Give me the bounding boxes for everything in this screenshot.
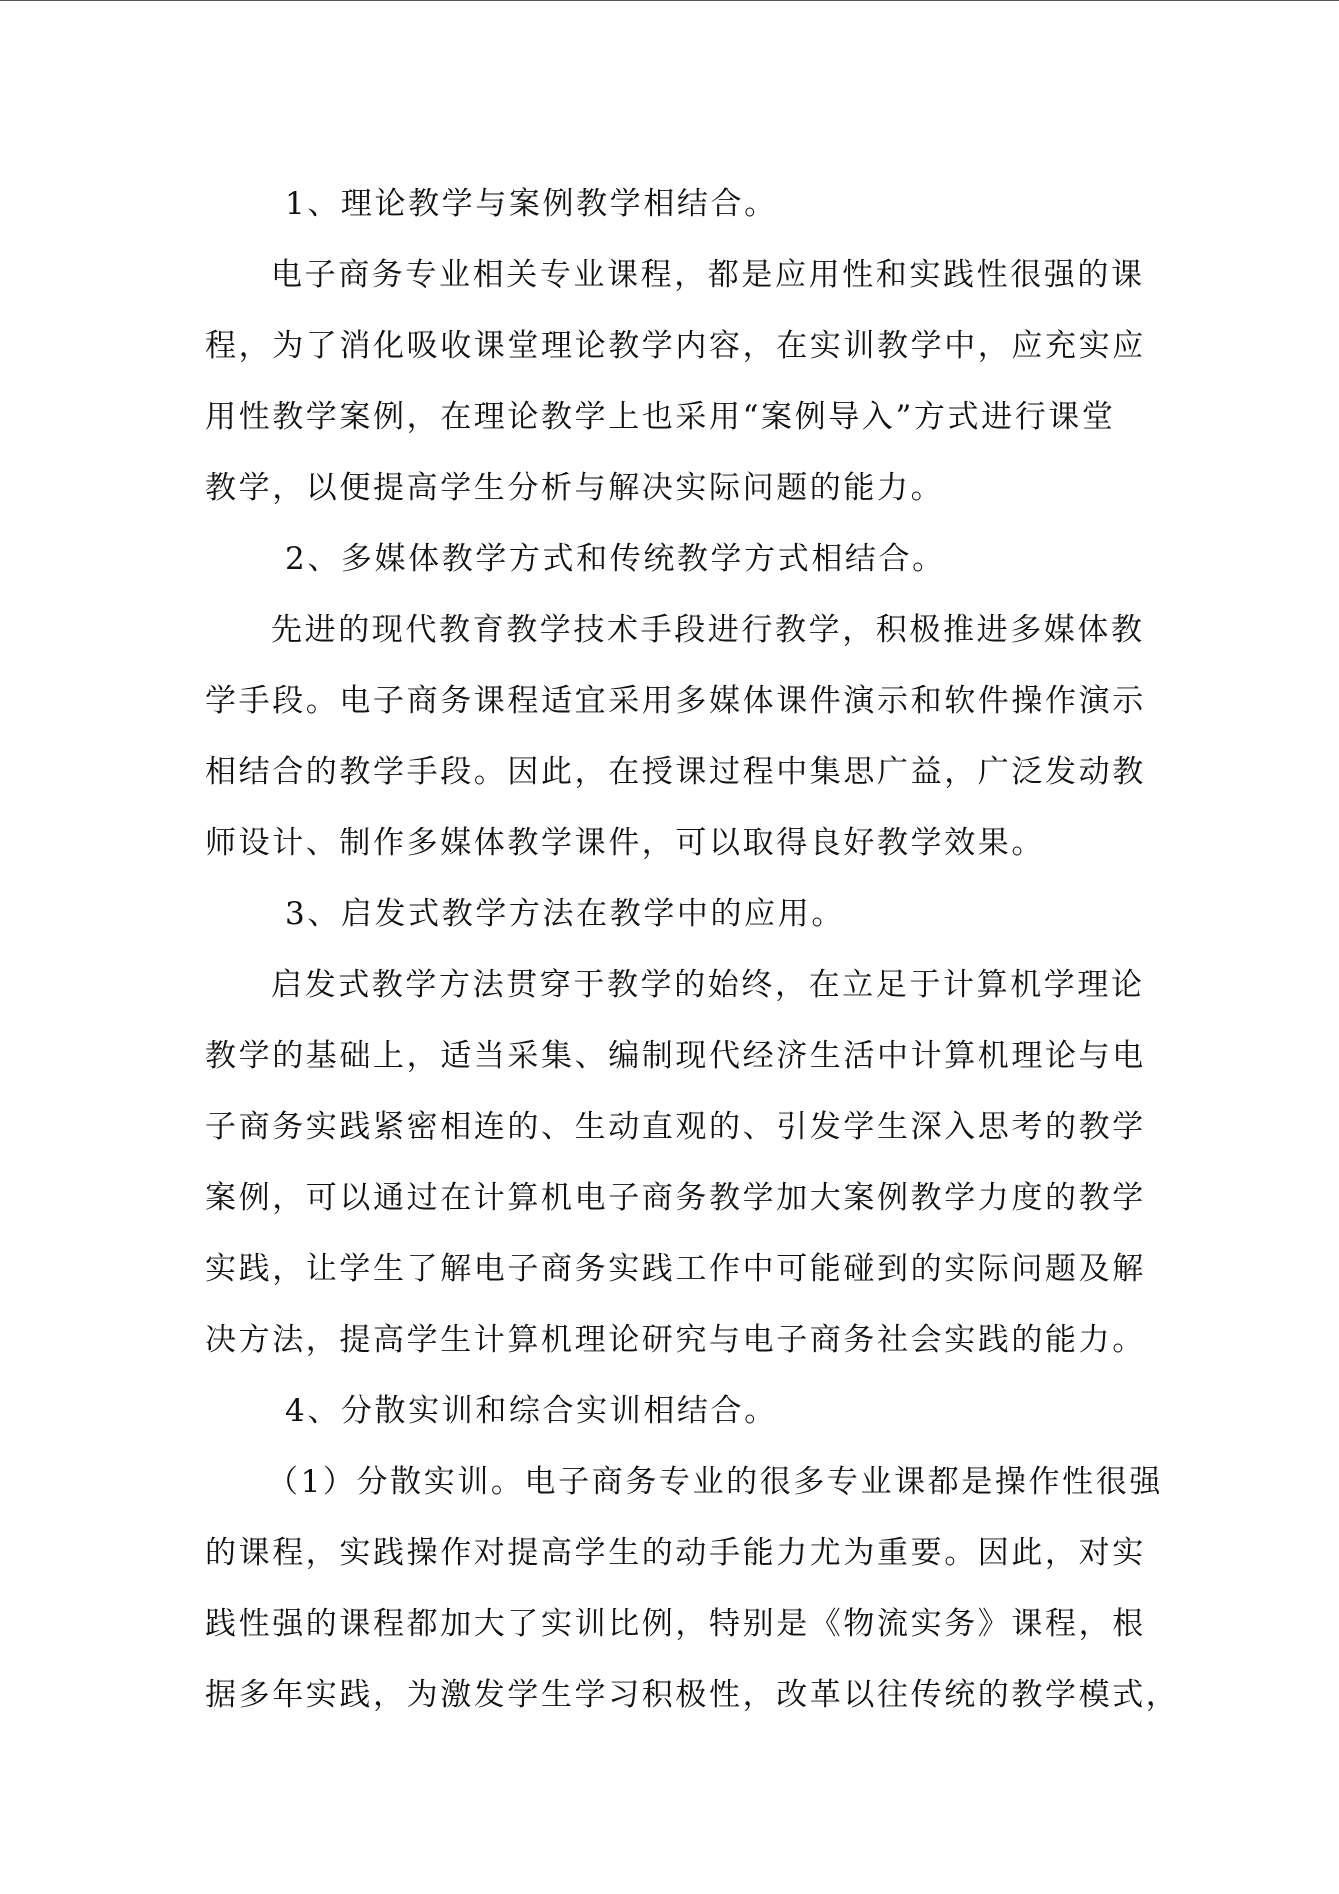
paragraph-line: 先进的现代教育教学技术手段进行教学，积极推进多媒体教 bbox=[271, 612, 1145, 648]
paragraph-line: 电子商务专业相关专业课程，都是应用性和实践性很强的课 bbox=[271, 257, 1145, 293]
section-heading-2: 2、多媒体教学方式和传统教学方式相结合。 bbox=[285, 541, 946, 577]
paragraph-line: 实践，让学生了解电子商务实践工作中可能碰到的实际问题及解 bbox=[205, 1251, 1146, 1287]
paragraph-line: 践性强的课程都加大了实训比例，特别是《物流实务》课程，根 bbox=[205, 1606, 1146, 1642]
paragraph-line: 案例，可以通过在计算机电子商务教学加大案例教学力度的教学 bbox=[205, 1180, 1146, 1216]
paragraph-line: 教学，以便提高学生分析与解决实际问题的能力。 bbox=[205, 470, 945, 506]
paragraph-line: 用性教学案例，在理论教学上也采用“案例导入”方式进行课堂 bbox=[205, 399, 1116, 435]
section-heading-1: 1、理论教学与案例教学相结合。 bbox=[285, 186, 778, 222]
paragraph-line: 师设计、制作多媒体教学课件，可以取得良好教学效果。 bbox=[205, 825, 1045, 861]
paragraph-line: 教学的基础上，适当采集、编制现代经济生活中计算机理论与电 bbox=[205, 1038, 1146, 1074]
paragraph-line: 据多年实践，为激发学生学习积极性，改革以往传统的教学模式， bbox=[205, 1677, 1180, 1713]
paragraph-line: 启发式教学方法贯穿于教学的始终，在立足于计算机学理论 bbox=[271, 967, 1145, 1003]
paragraph-line: 相结合的教学手段。因此，在授课过程中集思广益，广泛发动教 bbox=[205, 754, 1146, 790]
section-heading-3: 3、启发式教学方法在教学中的应用。 bbox=[285, 896, 845, 932]
paragraph-line: 子商务实践紧密相连的、生动直观的、引发学生深入思考的教学 bbox=[205, 1109, 1146, 1145]
paragraph-line: 决方法，提高学生计算机理论研究与电子商务社会实践的能力。 bbox=[205, 1322, 1146, 1358]
section-heading-4: 4、分散实训和综合实训相结合。 bbox=[285, 1393, 778, 1429]
paragraph-line: 的课程，实践操作对提高学生的动手能力尤为重要。因此，对实 bbox=[205, 1535, 1146, 1571]
paragraph-line: （1）分散实训。电子商务专业的很多专业课都是操作性很强 bbox=[267, 1464, 1163, 1500]
document-body bbox=[205, 169, 1180, 1731]
paragraph-line: 学手段。电子商务课程适宜采用多媒体课件演示和软件操作演示 bbox=[205, 683, 1146, 719]
paragraph-line: 程，为了消化吸收课堂理论教学内容，在实训教学中，应充实应 bbox=[205, 328, 1146, 364]
